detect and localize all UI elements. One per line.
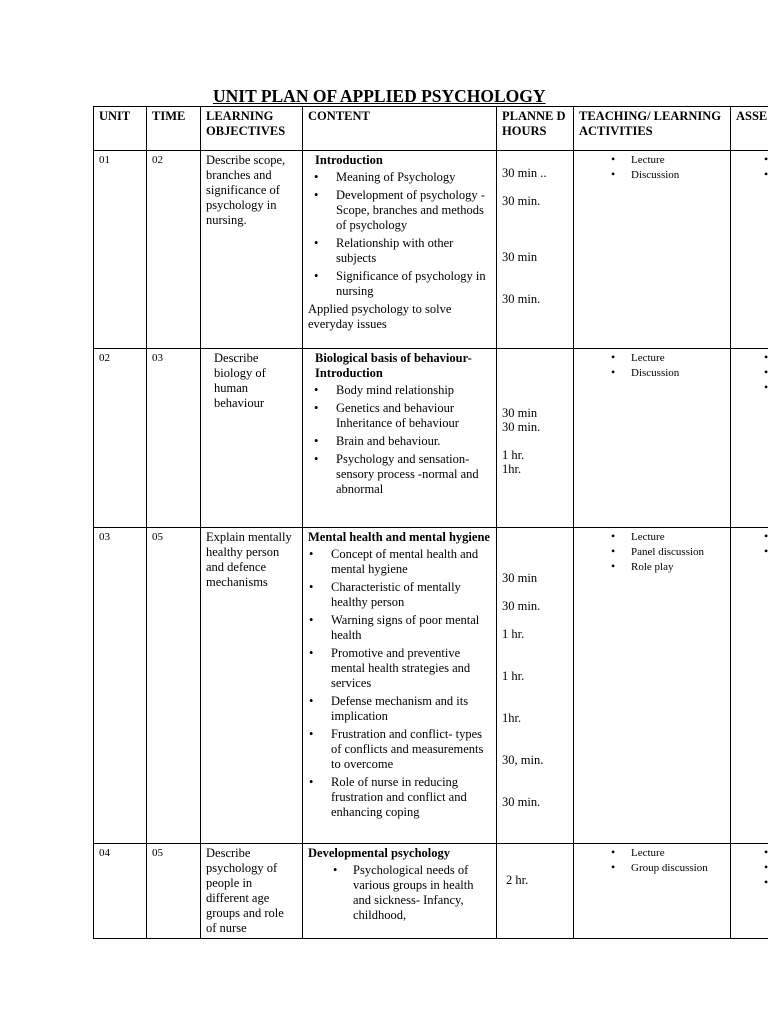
list-item: • Concept of mental health and mental hygiene [331, 547, 491, 577]
hours-value: 1 hr. [502, 669, 525, 683]
content-footer: Applied psychology to solve everyday issues [308, 302, 452, 331]
table-row [94, 349, 768, 528]
bullet [764, 351, 768, 366]
bullet [764, 168, 768, 183]
time-cell: 05 [147, 844, 201, 939]
content-cell [303, 528, 497, 844]
time-cell: 05 [147, 528, 201, 844]
unit-cell: 04 [94, 844, 147, 939]
list-item: • Lecture [631, 530, 725, 545]
bullet [764, 545, 768, 560]
content-list [308, 863, 491, 923]
bullet [764, 381, 768, 396]
objective-cell: Explain mentally healthy person and defence mechanisms [201, 528, 303, 844]
list-item: • Discussion [631, 366, 725, 381]
hours-value: 30 min. [502, 194, 541, 208]
list-item: • Relationship with other subjects [336, 236, 491, 266]
bullet [764, 876, 768, 891]
list-item: • Role of nurse in reducing frustration and conflict and enhancing coping [331, 775, 491, 820]
activities-cell [574, 151, 731, 349]
list-item: • Development of psychology - Scope, branches and methods of psychology [336, 188, 491, 233]
list-item: • Lecture [631, 153, 725, 168]
table-row [94, 528, 768, 844]
hours-value: 30 min. [502, 599, 541, 613]
hours-value: 30 min. [502, 795, 541, 809]
header-hours: PLANNE D HOURS [497, 107, 574, 151]
list-item: • Discussion [631, 168, 725, 183]
hours-cell [497, 151, 574, 349]
content-list [308, 547, 491, 820]
objective-cell: Describe psychology of people in different age groups and role of nurse [201, 844, 303, 939]
hours-value: 1hr. [502, 462, 522, 476]
bullet [764, 846, 768, 861]
content-title: Introduction [315, 153, 383, 167]
bullet [764, 530, 768, 545]
hours-value: 30 min [502, 406, 538, 420]
objective-cell: Describe biology of human behaviour [201, 349, 303, 528]
hours-value: 1hr. [502, 711, 522, 725]
content-list [308, 383, 491, 497]
table-row [94, 151, 768, 349]
content-cell [303, 844, 497, 939]
page-title: UNIT PLAN OF APPLIED PSYCHOLOGY [213, 86, 546, 106]
unit-cell: 01 [94, 151, 147, 349]
hours-value: 30 min. [502, 420, 541, 434]
list-item: • Panel discussion [631, 545, 725, 560]
list-item: • Characteristic of mentally healthy person [331, 580, 491, 610]
hours-value: 30 min [502, 571, 538, 585]
list-item: • Role play [631, 560, 725, 575]
content-cell [303, 349, 497, 528]
unit-cell: 03 [94, 528, 147, 844]
header-unit: UNIT [94, 107, 147, 151]
bullet [764, 153, 768, 168]
activities-cell [574, 528, 731, 844]
table-header-row [94, 107, 768, 151]
assessment-cell [731, 349, 768, 528]
bullet [764, 861, 768, 876]
bullet [764, 366, 768, 381]
hours-value: 2 hr. [506, 873, 529, 887]
list-item: • Body mind relationship [336, 383, 491, 398]
hours-value: 30 min [502, 250, 538, 264]
list-item: • Genetics and behaviour Inheritance of behaviour [336, 401, 491, 431]
header-time: TIME [147, 107, 201, 151]
list-item: • Psychological needs of various groups in health and sickness- Infancy, childhood, [353, 863, 491, 923]
activities-cell [574, 349, 731, 528]
list-item: • Frustration and conflict- types of conflicts and measurements to overcome [331, 727, 491, 772]
activities-cell [574, 844, 731, 939]
header-content: CONTENT [303, 107, 497, 151]
hours-cell [497, 844, 574, 939]
content-title: Developmental psychology [308, 846, 451, 860]
time-cell: 02 [147, 151, 201, 349]
header-activities: TEACHING/ LEARNING ACTIVITIES [574, 107, 731, 151]
assessment-cell [731, 528, 768, 844]
unit-plan-table [93, 106, 768, 939]
list-item: • Meaning of Psychology [336, 170, 491, 185]
list-item: • Psychology and sensation- sensory process -normal and abnormal [336, 452, 491, 497]
content-title: Biological basis of behaviour- Introduction [315, 351, 472, 380]
hours-value: 1 hr. [502, 627, 525, 641]
list-item: • Significance of psychology in nursing [336, 269, 491, 299]
hours-value: 30, min. [502, 753, 544, 767]
list-item: • Group discussion [631, 861, 725, 876]
list-item: • Defense mechanism and its implication [331, 694, 491, 724]
table-row [94, 844, 768, 939]
content-cell [303, 151, 497, 349]
assessment-cell [731, 151, 768, 349]
list-item: • Lecture [631, 351, 725, 366]
hours-cell [497, 349, 574, 528]
objective-cell: Describe scope, branches and significance of psychology in nursing. [201, 151, 303, 349]
content-title: Mental health and mental hygiene [308, 530, 490, 544]
header-objectives: LEARNING OBJECTIVES [201, 107, 303, 151]
hours-value: 1 hr. [502, 448, 525, 462]
list-item: • Brain and behaviour. [336, 434, 491, 449]
hours-value: 30 min. [502, 292, 541, 306]
list-item: • Promotive and preventive mental health strategies and services [331, 646, 491, 691]
content-list [308, 170, 491, 299]
unit-cell: 02 [94, 349, 147, 528]
time-cell: 03 [147, 349, 201, 528]
hours-value: 30 min .. [502, 166, 547, 180]
header-assessment: ASSE [731, 107, 768, 151]
list-item: • Lecture [631, 846, 725, 861]
hours-cell [497, 528, 574, 844]
list-item: • Warning signs of poor mental health [331, 613, 491, 643]
assessment-cell [731, 844, 768, 939]
